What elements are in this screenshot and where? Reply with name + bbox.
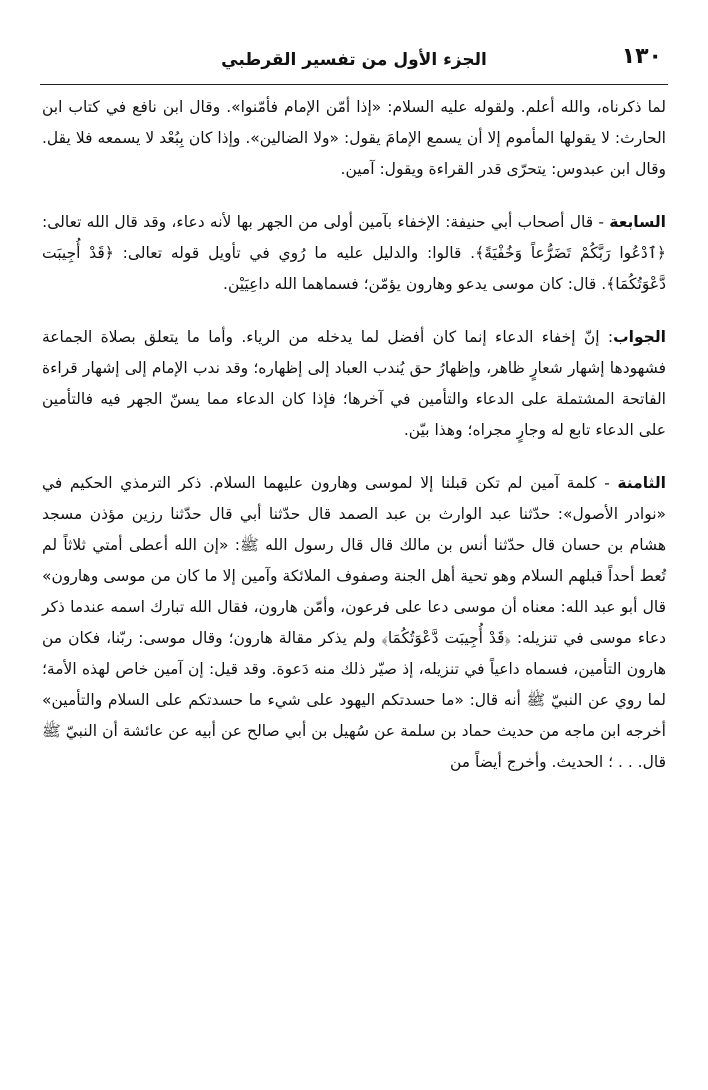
paragraph-2 (42, 207, 666, 300)
paragraph-4-text: - كلمة آمين لم تكن قبلنا إلا لموسى وهارون عليهما السلام. ذكر الترمذي الحكيم في «نوادر الأصول»: حدّثنا عبد الوارث بن عبد الصمد قال حدّثنا أبي قال حدّثنا رزين مؤذن مسجد هشام بن حسان قال حدّثنا أنس بن مالك قال قال رسول الله ﷺ: «إن الله أعطى أمتي ثلاثاً لم تُعط أحداً قبلهم السلام وهو تحية أهل الجنة وصفوف الملائكة وآمين إلا ما كان من موسى وهارون» قال أبو عبد الله: معناه أن موسى دعا على فرعون، وأمّن هارون، فقال الله تبارك اسمه عندما ذكر دعاء موسى في تنزيله: ﴿قَدْ أُجِيبَت دَّعْوَتُكُمَا﴾ ولم يذكر مقالة هارون؛ وقال موسى: ربّنا، فكان من هارون التأمين، فسماه داعياً في تنزيله، إذ صيّر ذلك منه دَعوة. وقد قيل: إن آمين خاص لهذه الأمة؛ لما روي عن النبيّ ﷺ أنه قال: «ما حسدتكم اليهود على شيء ما حسدتكم على السلام والتأمين» أخرجه ابن ماجه من حديث حماد بن سلمة عن سُهيل بن أبي صالح عن أبيه عن عائشة أن النبيّ ﷺ قال. . . ؛ الحديث. وأخرج أيضاً من (42, 474, 666, 771)
running-title: الجزء الأول من تفسير القرطبي (221, 50, 487, 70)
page-header (40, 40, 668, 84)
paragraph-4 (42, 468, 666, 778)
paragraph-gap (42, 300, 666, 322)
paragraph-gap (42, 185, 666, 207)
paragraph-1 (42, 92, 666, 185)
paragraph-1-text: لما ذكرناه، والله أعلم. ولقوله عليه السلام: «إذا أمّن الإمام فأمّنوا». وقال ابن نافع في كتاب ابن الحارث: لا يقولها المأموم إلا أن يسمع الإمامَ يقول: «ولا الضالين». وإذا كان بِبُعْد لا يسمعه فلا يقل. وقال ابن عبدوس: يتحرّى قدر القراءة ويقول: آمين. (42, 98, 666, 178)
section-seventh-heading: السابعة (609, 213, 666, 231)
paragraph-gap (42, 446, 666, 468)
paragraph-2-text: - قال أصحاب أبي حنيفة: الإخفاء بآمين أولى من الجهر بها لأنه دعاء، وقد قال الله تعالى: ﴿ٱدْعُوا رَبَّكُمْ تَضَرُّعاً وَخُفْيَةً﴾. قالوا: والدليل عليه ما رُوي في تأويل قوله تعالى: ﴿قَدْ أُجِيبَت دَّعْوَتُكُمَا﴾. قال: كان موسى يدعو وهارون يؤمّن؛ فسماهما الله داعِيَيْن. (42, 213, 666, 293)
paragraph-3 (42, 322, 666, 446)
header-divider (40, 84, 668, 85)
page-number: ١٣٠ (621, 44, 662, 69)
page-body (42, 92, 666, 778)
section-eighth-heading: الثامنة (617, 474, 666, 492)
paragraph-3-text: : إنّ إخفاء الدعاء إنما كان أفضل لما يدخله من الرياء. وأما ما يتعلق بصلاة الجماعة فشهودها إشهار شعارٍ ظاهر، وإظهارُ حق يُندب العباد إلى إظهاره؛ وقد ندب الإمام إلى إشهار قراءة الفاتحة المشتملة على الدعاء والتأمين في آخرها؛ فإذا كان الدعاء مما يسنّ الجهر فيه فالتأمين على الدعاء تابع له وجارٍ مجراه؛ وهذا بيّن. (42, 328, 666, 439)
answer-heading: الجواب (613, 328, 666, 346)
